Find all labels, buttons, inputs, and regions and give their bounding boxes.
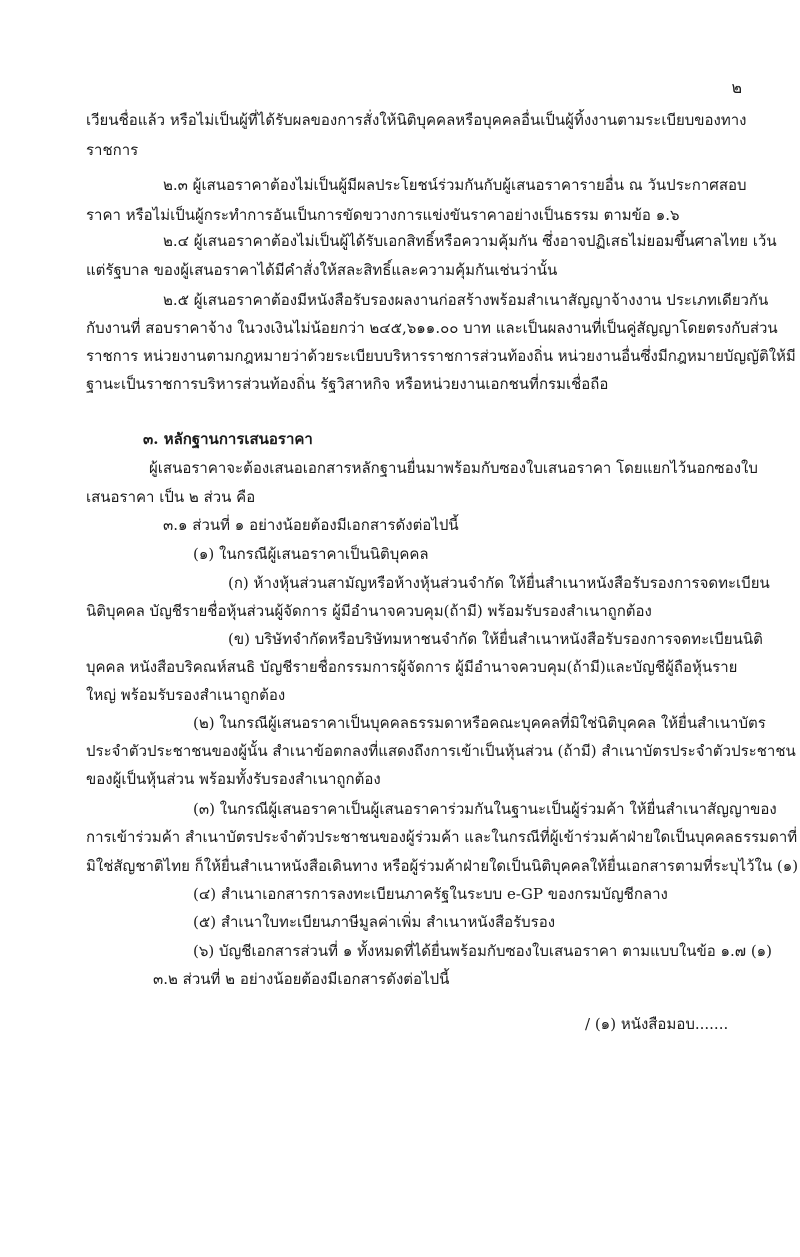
text-line: ประจำตัวประชาชนของผู้นั้น สำเนาข้อตกลงที่แสดงถึงการเข้าเป็นหุ้นส่วน (ถ้ามี) สำเนาบัตรประจำตัวประชาชน	[86, 742, 796, 760]
text-line: บุคคล หนังสือบริคณห์สนธิ บัญชีรายชื่อกรรมการผู้จัดการ ผู้มีอำนาจควบคุม(ถ้ามี)และบัญชีผู้ถือหุ้นราย	[86, 658, 738, 676]
text-line: เวียนชื่อแล้ว หรือไม่เป็นผู้ที่ได้รับผลของการสั่งให้นิติบุคคลหรือบุคคลอื่นเป็นผู้ทิ้งงานตามระเบียบของทาง	[86, 111, 747, 129]
text-line: เสนอราคา เป็น ๒ ส่วน คือ	[86, 488, 256, 506]
text-line: ราชการ หน่วยงานตามกฎหมายว่าด้วยระเบียบบริหารราชการส่วนท้องถิ่น หน่วยงานอื่นซึ่งมีกฎหมายบัญญัติให้มี	[86, 347, 796, 365]
page-number: ๒	[731, 78, 742, 97]
text-line: ราคา หรือไม่เป็นผู้กระทำการอันเป็นการขัดขวางการแข่งขันราคาอย่างเป็นธรรม ตามข้อ ๑.๖	[86, 206, 680, 224]
item-2: (๒) ในกรณีผู้เสนอราคาเป็นบุคคลธรรมดาหรือคณะบุคคลที่มิใช่นิติบุคคล ให้ยื่นสำเนาบัตร	[193, 714, 766, 732]
item-5: (๕) สำเนาใบทะเบียนภาษีมูลค่าเพิ่ม สำเนาหนังสือรับรอง	[193, 913, 556, 931]
item-1: (๑) ในกรณีผู้เสนอราคาเป็นนิติบุคคล	[193, 545, 429, 563]
text-line: ฐานะเป็นราชการบริหารส่วนท้องถิ่น รัฐวิสาหกิจ หรือหน่วยงานเอกชนที่กรมเชื่อถือ	[86, 375, 609, 393]
text-line: การเข้าร่วมค้า สำเนาบัตรประจำตัวประชาชนของผู้ร่วมค้า และในกรณีที่ผู้เข้าร่วมค้าฝ่ายใดเป็นบุคคลธรรมดาที่	[86, 828, 798, 846]
text-line: แต่รัฐบาล ของผู้เสนอราคาได้มีคำสั่งให้สละสิทธิ์และความคุ้มกันเช่นว่านั้น	[86, 261, 558, 279]
item-3: (๓) ในกรณีผู้เสนอราคาเป็นผู้เสนอราคาร่วมกันในฐานะเป็นผู้ร่วมค้า ให้ยื่นสำเนาสัญญาของ	[193, 800, 777, 818]
section-heading: ๓. หลักฐานการเสนอราคา	[143, 430, 313, 448]
text-line: ราชการ	[86, 141, 139, 159]
clause-2-4: ๒.๔ ผู้เสนอราคาต้องไม่เป็นผู้ได้รับเอกสิทธิ์หรือความคุ้มกัน ซึ่งอาจปฏิเสธไม่ยอมขึ้นศาลไทย เว้น	[163, 232, 777, 250]
clause-3-1: ๓.๑ ส่วนที่ ๑ อย่างน้อยต้องมีเอกสารดังต่อไปนี้	[163, 516, 459, 534]
text-line: ผู้เสนอราคาจะต้องเสนอเอกสารหลักฐานยื่นมาพร้อมกับซองใบเสนอราคา โดยแยกไว้นอกซองใบ	[149, 459, 758, 477]
text-line: มิใช่สัญชาติไทย ก็ให้ยื่นสำเนาหนังสือเดินทาง หรือผู้ร่วมค้าฝ่ายใดเป็นนิติบุคคลให้ยื่นเอกสารตามที่ระบุไว้ใน (๑)	[86, 857, 799, 875]
clause-3-2: ๓.๒ ส่วนที่ ๒ อย่างน้อยต้องมีเอกสารดังต่อไปนี้	[153, 970, 450, 988]
text-line: นิติบุคคล บัญชีรายชื่อหุ้นส่วนผู้จัดการ ผู้มีอำนาจควบคุม(ถ้ามี) พร้อมรับรองสำเนาถูกต้อง	[86, 602, 652, 620]
item-6: (๖) บัญชีเอกสารส่วนที่ ๑ ทั้งหมดที่ได้ยื่นพร้อมกับซองใบเสนอราคา ตามแบบในข้อ ๑.๗ (๑)	[193, 942, 773, 960]
text-line: ใหญ่ พร้อมรับรองสำเนาถูกต้อง	[86, 686, 286, 704]
text-line: กับงานที่ สอบราคาจ้าง ในวงเงินไม่น้อยกว่า ๒๔๕,๖๑๑.๐๐ บาท และเป็นผลงานที่เป็นคู่สัญญาโดยตรงกับส่วน	[86, 319, 778, 337]
item-4: (๔) สำเนาเอกสารการลงทะเบียนภาครัฐในระบบ e-GP ของกรมบัญชีกลาง	[193, 885, 668, 903]
text-line: ของผู้เป็นหุ้นส่วน พร้อมทั้งรับรองสำเนาถูกต้อง	[86, 770, 381, 788]
clause-2-3: ๒.๓ ผู้เสนอราคาต้องไม่เป็นผู้มีผลประโยชน์ร่วมกันกับผู้เสนอราคารายอื่น ณ วันประกาศสอบ	[163, 176, 747, 194]
clause-2-5: ๒.๕ ผู้เสนอราคาต้องมีหนังสือรับรองผลงานก่อสร้างพร้อมสำเนาสัญญาจ้างงาน ประเภทเดียวกัน	[163, 291, 769, 309]
item-a: (ก) ห้างหุ้นส่วนสามัญหรือห้างหุ้นส่วนจำกัด ให้ยื่นสำเนาหนังสือรับรองการจดทะเบียน	[228, 574, 770, 592]
continuation-note: / (๑) หนังสือมอบ.......	[585, 1015, 729, 1033]
item-b: (ข) บริษัทจำกัดหรือบริษัทมหาชนจำกัด ให้ยื่นสำเนาหนังสือรับรองการจดทะเบียนนิติ	[228, 630, 763, 648]
